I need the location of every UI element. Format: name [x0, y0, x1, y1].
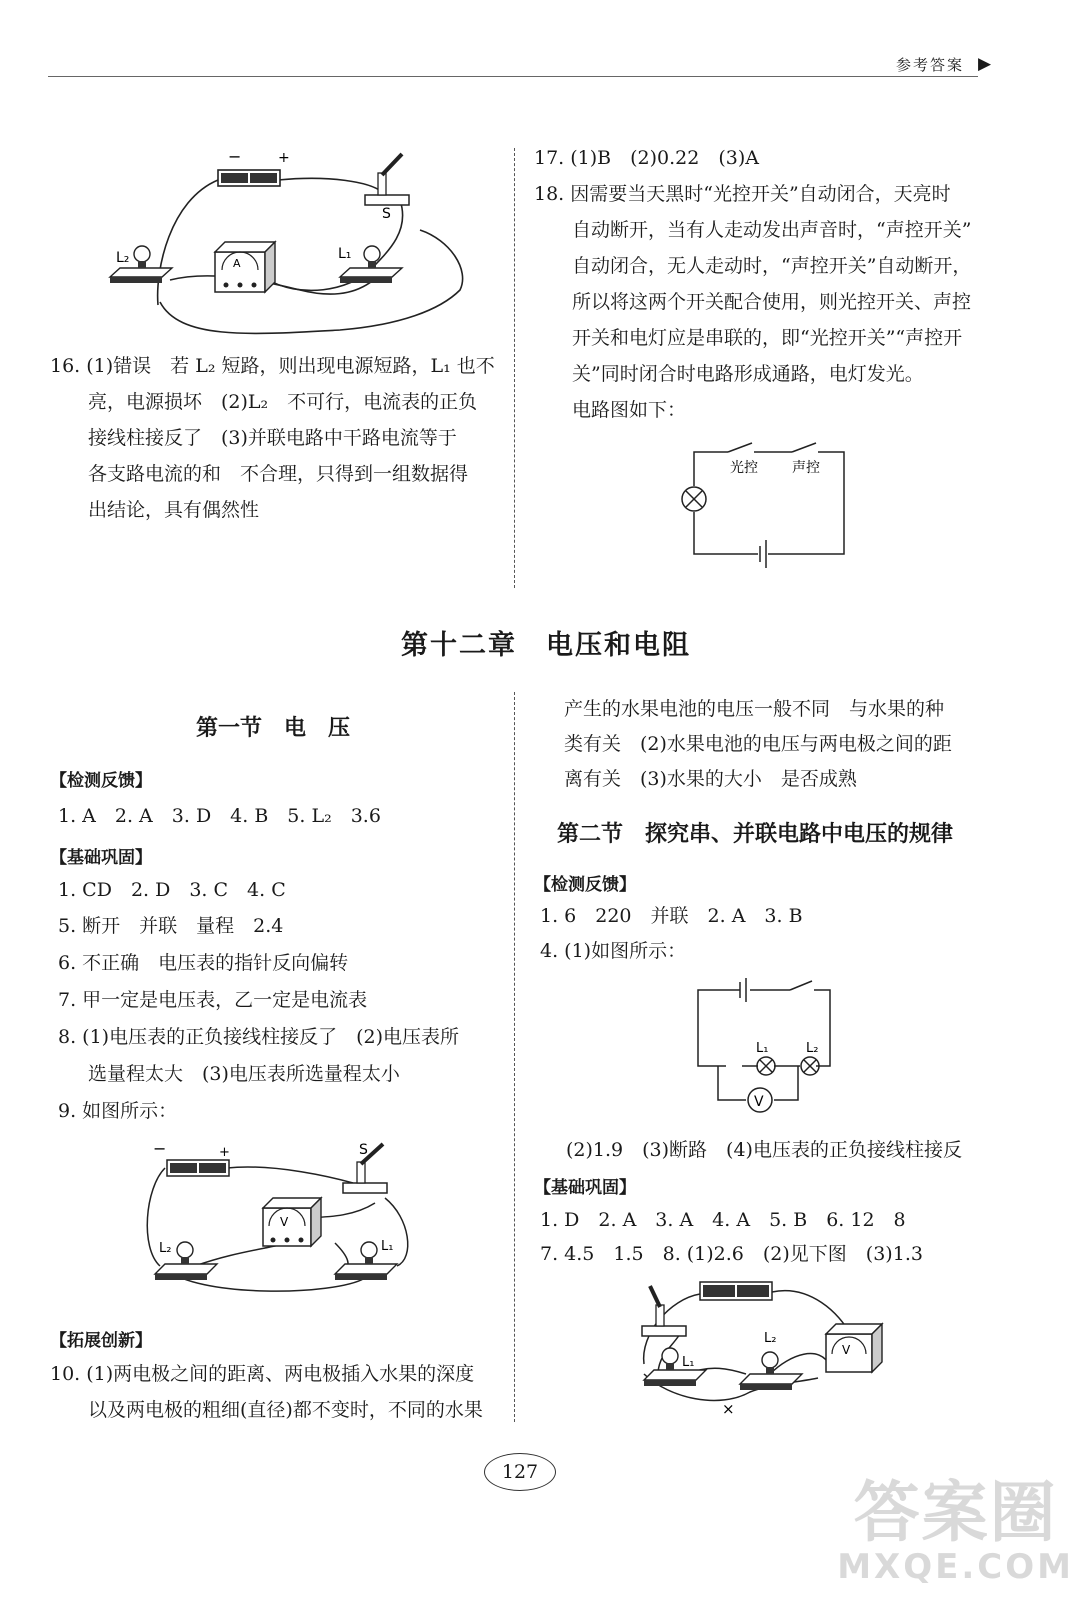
section-2-title: 第二节 探究串、并联电路中电压的规律 — [557, 822, 954, 847]
header-label: 参考答案 — [896, 56, 965, 74]
answer-18-line-3: 自动闭合，无人走动时，“声控开关”自动断开， — [572, 255, 972, 277]
section-1-line-3: 6. 不正确 电压表的指针反向偏转 — [58, 952, 349, 974]
q8-voltmeter-label: V — [842, 1343, 851, 1357]
answer-18-line-2: 自动断开，当有人走动发出声音时，“声控开关” — [572, 219, 972, 241]
answer-18-line-4: 所以将这两个开关配合使用，则光控开关、声控 — [572, 291, 972, 313]
section-2-tag-feedback: 【检测反馈】 — [534, 875, 636, 895]
answer-10-cont-line-3: 离有关 (3)水果的大小 是否成熟 — [564, 768, 857, 790]
switch-label: S — [382, 206, 391, 222]
lamp-l1-label: L₁ — [338, 246, 352, 262]
section-1-line-4: 7. 甲一定是电压表，乙一定是电流表 — [58, 989, 368, 1011]
q9-lamp-l2-label: L₂ — [159, 1241, 172, 1256]
answer-16-line-2: 亮，电源损坏 (2)L₂ 不可行，电流表的正负 — [88, 391, 478, 413]
column-divider-bottom — [514, 692, 515, 1422]
q8-lamp-l2-label: L₂ — [764, 1331, 777, 1346]
answer-10-line-1: 10. (1)两电极之间的距离、两电极插入水果的深度 — [50, 1363, 475, 1385]
answer-16-line-5: 出结论，具有偶然性 — [88, 499, 260, 521]
sound-switch-label: 声控 — [792, 460, 820, 476]
section-1-line-2: 5. 断开 并联 量程 2.4 — [58, 915, 284, 937]
q9-switch-label: S — [359, 1142, 368, 1158]
section-2-line-1: 1. 6 220 并联 2. A 3. B — [540, 905, 803, 927]
column-divider-top — [514, 148, 515, 588]
section-1-feedback-answers: 1. A 2. A 3. D 4. B 5. L₂ 3.6 — [58, 805, 381, 827]
answer-18-line-1: 18. 因需要当天黑时“光控开关”自动闭合，天亮时 — [534, 183, 951, 205]
section-2-line-5: 7. 4.5 1.5 8. (1)2.6 (2)见下图 (3)1.3 — [540, 1243, 923, 1265]
answer-10-line-2: 以及两电极的粗细(直径)都不变时，不同的水果 — [88, 1399, 483, 1421]
circuit-figure-voltmeter — [135, 1138, 435, 1298]
section-2-line-4: 1. D 2. A 3. A 4. A 5. B 6. 12 8 — [540, 1209, 906, 1231]
q9-battery-minus: − — [153, 1139, 167, 1158]
q4-lamp-l1-label: L₁ — [756, 1041, 769, 1056]
circuit-figure-parallel-voltmeter — [690, 974, 840, 1114]
page-number: 127 — [484, 1453, 556, 1491]
header-rule — [48, 76, 978, 77]
section-1-line-5: 8. (1)电压表的正负接线柱接反了 (2)电压表所 — [58, 1026, 459, 1048]
answer-16-line-3: 接线柱接反了 (3)并联电路中干路电流等于 — [88, 427, 457, 449]
answer-17: 17. (1)B (2)0.22 (3)A — [534, 147, 759, 169]
q4-voltmeter-label: V — [754, 1094, 764, 1110]
answer-16-line-1: 16. (1)错误 若 L₂ 短路，则出现电源短路，L₁ 也不 — [50, 355, 495, 377]
light-switch-label: 光控 — [730, 460, 758, 476]
battery-plus-label: + — [278, 150, 290, 166]
q9-lamp-l1-label: L₁ — [381, 1239, 394, 1254]
watermark-logo — [837, 1474, 1074, 1587]
answer-18-line-5: 开关和电灯应是串联的，即“光控开关”“声控开 — [572, 327, 963, 349]
section-2-line-3: (2)1.9 (3)断路 (4)电压表的正负接线柱接反 — [566, 1139, 962, 1161]
battery-minus-label: − — [228, 147, 242, 166]
circuit-figure-light-sound-switch — [676, 436, 856, 572]
watermark-line-2: MXQE.COM — [837, 1547, 1074, 1587]
answer-18-line-7: 电路图如下： — [572, 399, 687, 421]
section-1-tag-foundation: 【基础巩固】 — [50, 848, 152, 868]
section-1-line-7: 9. 如图所示： — [58, 1100, 178, 1122]
chapter-title: 第十二章 电压和电阻 — [401, 630, 691, 661]
answer-16-line-4: 各支路电流的和 不合理，只得到一组数据得 — [88, 463, 469, 485]
ammeter-label: A — [233, 257, 241, 270]
header-arrow-icon: ▶ — [978, 54, 992, 74]
circuit-figure-ammeter — [100, 140, 480, 362]
q8-lamp-l1-label: L₁ — [682, 1355, 695, 1370]
section-1-line-6: 选量程太大 (3)电压表所选量程太小 — [88, 1063, 400, 1085]
answer-10-cont-line-2: 类有关 (2)水果电池的电压与两电极之间的距 — [564, 733, 952, 755]
q9-voltmeter-label: V — [280, 1215, 289, 1229]
q4-lamp-l2-label: L₂ — [806, 1041, 819, 1056]
section-1-tag-extension: 【拓展创新】 — [50, 1331, 152, 1351]
circuit-figure-series-voltmeter — [630, 1274, 890, 1414]
section-1-title: 第一节 电 压 — [196, 716, 351, 741]
section-1-tag-feedback: 【检测反馈】 — [50, 771, 152, 791]
section-1-line-1: 1. CD 2. D 3. C 4. C — [58, 879, 286, 901]
section-2-line-2: 4. (1)如图所示： — [540, 940, 687, 962]
lamp-l2-label: L₂ — [116, 250, 130, 266]
answer-10-cont-line-1: 产生的水果电池的电压一般不同 与水果的种 — [564, 698, 945, 720]
q8-cross-mark: × — [722, 1400, 735, 1414]
answer-18-line-6: 关”同时闭合时电路形成通路，电灯发光。 — [572, 363, 924, 385]
watermark-line-1: 答案圈 — [853, 1474, 1058, 1551]
q9-battery-plus: + — [219, 1145, 230, 1160]
section-2-tag-foundation: 【基础巩固】 — [534, 1178, 636, 1198]
